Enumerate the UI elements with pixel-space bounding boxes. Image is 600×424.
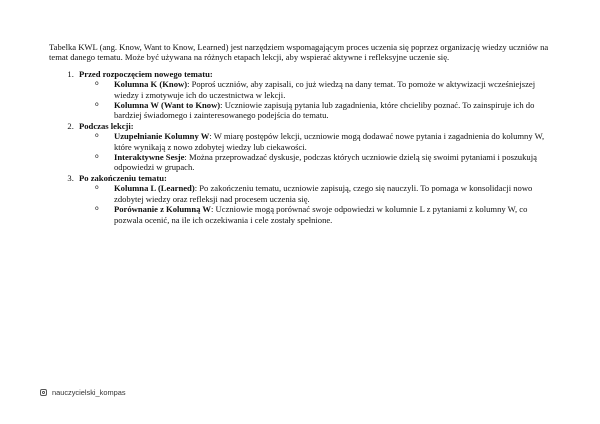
subitem-text: : Poproś uczniów, aby zapisali, co już wiedzą na dany temat. To pomoże w aktywizacji wcześniejszej wiedzy i zmotywuje ich do uczestnictwa w lekcji. bbox=[114, 79, 536, 100]
subitem-list bbox=[79, 79, 557, 121]
section-title: Przed rozpoczęciem nowego tematu: bbox=[79, 68, 213, 79]
subitem bbox=[95, 79, 557, 100]
circle-bullet-icon: o bbox=[95, 101, 99, 109]
subitem bbox=[95, 183, 557, 204]
circle-bullet-icon: o bbox=[95, 205, 99, 213]
circle-bullet-icon: o bbox=[95, 80, 99, 88]
subitem bbox=[95, 152, 557, 173]
sections-list bbox=[49, 69, 557, 225]
section-item bbox=[76, 173, 557, 225]
subitem-text: : W miarę postępów lekcji, uczniowie mogą dodawać nowe pytania i zagadnienia do kolumny W, które wynikają z nowo zdobytej wiedzy lub ciekawości. bbox=[114, 131, 545, 152]
subitem-text: : Uczniowie zapisują pytania lub zagadnienia, które chcieliby poznać. To zainspiruje ich do bardziej świadomego i zainteresowanego podejścia do tematu. bbox=[114, 100, 535, 121]
circle-bullet-icon: o bbox=[95, 184, 99, 192]
circle-bullet-icon: o bbox=[95, 132, 99, 140]
section-title: Po zakończeniu tematu: bbox=[79, 172, 167, 183]
subitem-list bbox=[79, 131, 557, 173]
document-page bbox=[49, 42, 557, 225]
circle-bullet-icon: o bbox=[95, 153, 99, 161]
subitem-text: : Uczniowie mogą porównać swoje odpowiedzi w kolumnie L z pytaniami z kolumny W, co pozwala ocenić, na ile ich oczekiwania i cele zostały spełnione. bbox=[114, 204, 528, 225]
subitem-term: Interaktywne Sesje bbox=[114, 152, 185, 163]
footer bbox=[40, 388, 126, 397]
subitem-text: : Po zakończeniu tematu, uczniowie zapisują, czego się nauczyli. To pomaga w konsolidacji nowo zdobytej wiedzy oraz refleksji nad procesem uczenia się. bbox=[114, 183, 533, 204]
subitem bbox=[95, 131, 557, 152]
subitem-term: Kolumna K (Know) bbox=[114, 79, 188, 90]
subitem-term: Porównanie z Kolumną W bbox=[114, 204, 212, 215]
subitem-term: Kolumna W (Want to Know) bbox=[114, 100, 221, 111]
intro-paragraph: Tabelka KWL (ang. Know, Want to Know, Learned) jest narzędziem wspomagającym proces uczenia się poprzez organizację wiedzy uczniów na temat danego tematu. Może być używana na różnych etapach lekcji, aby wspierać aktywne i refleksyjne uczenie się. bbox=[49, 42, 549, 63]
section-title: Podczas lekcji: bbox=[79, 120, 134, 131]
section-item bbox=[76, 69, 557, 121]
subitem bbox=[95, 100, 557, 121]
instagram-icon bbox=[40, 389, 47, 396]
subitem-text: : Można przeprowadzać dyskusje, podczas których uczniowie dzielą się swoimi pytaniami i poszukują odpowiedzi w grupach. bbox=[114, 152, 537, 173]
subitem-list bbox=[79, 183, 557, 225]
section-item bbox=[76, 121, 557, 173]
subitem-term: Uzupełnianie Kolumny W bbox=[114, 131, 210, 142]
footer-handle: nauczycielski_kompas bbox=[52, 388, 126, 397]
subitem bbox=[95, 204, 557, 225]
subitem-term: Kolumna L (Learned) bbox=[114, 183, 195, 194]
